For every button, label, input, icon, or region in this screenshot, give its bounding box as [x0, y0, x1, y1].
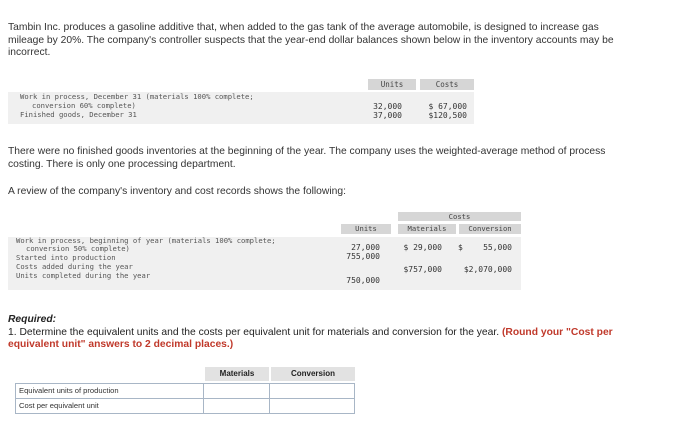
intro-paragraph [8, 22, 614, 60]
rounding-note-2: equivalent unit" answers to 2 decimal places.) [8, 339, 234, 350]
row2-label: Started into production [16, 253, 116, 262]
intro-line-2: mileage by 20%. The company's controller suspects that the year-end dollar balances shown below in the inventory accounts may be [8, 34, 614, 46]
process-info-paragraph [8, 146, 605, 171]
cost-per-unit-materials-input[interactable] [203, 398, 270, 414]
intro-line-3: incorrect. [8, 47, 51, 58]
equivalent-units-materials-input[interactable] [203, 383, 270, 399]
required-title: Required: [8, 314, 57, 325]
costs-header: Costs [420, 79, 474, 90]
row1-label-cont: conversion 50% complete) [26, 244, 130, 253]
row2-costs: $120,500 [428, 111, 467, 120]
row2-units: 37,000 [373, 111, 402, 120]
row1-label: Work in process, December 31 (materials 100% complete; [20, 92, 254, 101]
para2-line-2: costing. There is only one processing department. [8, 158, 236, 170]
cost-per-unit-conversion-input[interactable] [269, 398, 355, 414]
row1-label: Work in process, beginning of year (materials 100% complete; [16, 236, 276, 245]
row1-label-cont: conversion 60% complete) [32, 101, 136, 110]
row1-units: 32,000 [373, 102, 402, 111]
row3-materials: $757,000 [403, 265, 442, 274]
row3-label: Costs added during the year [16, 262, 133, 271]
intro-line-1: Tambin Inc. produces a gasoline additive that, when added to the gas tank of the average automobile, is designed to increase gas [8, 22, 599, 33]
required-text: 1. Determine the equivalent units and the costs per equivalent unit for materials and conversion for the year. [8, 326, 500, 338]
review-intro: A review of the company's inventory and cost records shows the following: [8, 186, 346, 197]
row4-units: 750,000 [346, 276, 380, 285]
inventory-cost-records-table [8, 212, 521, 290]
row4-label: Units completed during the year [16, 271, 151, 280]
answer-materials-header: Materials [205, 367, 269, 381]
materials-header: Materials [398, 224, 456, 234]
row2-units: 755,000 [346, 252, 380, 261]
costs-group-header: Costs [398, 212, 521, 221]
rounding-note-1: (Round your "Cost per [501, 326, 613, 338]
row1-conversion: 55,000 [483, 243, 512, 252]
table-body [8, 237, 521, 290]
row1-conversion-symbol: $ [458, 243, 463, 252]
units-header: Units [368, 79, 416, 90]
units-header: Units [341, 224, 391, 234]
row3-conversion: $2,070,000 [463, 265, 512, 274]
year-end-balances-table [8, 79, 474, 124]
table-body [8, 92, 474, 124]
required-line-1 [8, 327, 613, 340]
row1-costs: $ 67,000 [428, 102, 467, 111]
cost-per-unit-label: Cost per equivalent unit [15, 398, 204, 414]
answer-conversion-header: Conversion [271, 367, 355, 381]
equivalent-units-conversion-input[interactable] [269, 383, 355, 399]
para2-line-1: There were no finished goods inventories at the beginning of the year. The company uses the weighted-average method of process [8, 146, 606, 157]
answer-table [15, 367, 355, 415]
row1-units: 27,000 [351, 243, 380, 252]
row1-materials: $ 29,000 [403, 243, 442, 252]
equivalent-units-label: Equivalent units of production [15, 383, 204, 399]
row2-label: Finished goods, December 31 [20, 110, 137, 119]
conversion-header: Conversion [459, 224, 521, 234]
required-section [8, 314, 613, 352]
